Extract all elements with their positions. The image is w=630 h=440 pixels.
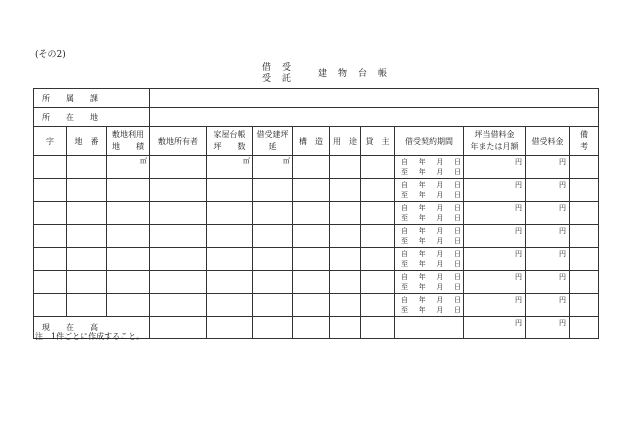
structure-cell[interactable] xyxy=(293,202,330,225)
structure-cell[interactable] xyxy=(293,225,330,248)
site-owner-cell[interactable] xyxy=(150,225,207,248)
lessor-cell[interactable] xyxy=(361,271,395,294)
period-glyph: 年 xyxy=(418,283,426,291)
period-glyph: 日 xyxy=(453,306,461,314)
period-glyph: 日 xyxy=(453,273,461,281)
period-glyph: 年 xyxy=(418,227,426,235)
house-ledger-cell[interactable] xyxy=(207,225,253,248)
yen-unit: 円 xyxy=(515,204,523,212)
period-glyph: 至 xyxy=(401,237,409,245)
period-glyph: 月 xyxy=(436,260,444,268)
footer-cell[interactable] xyxy=(293,317,330,339)
period-glyph: 自 xyxy=(401,204,409,212)
col-header-contract-period: 借受契約期間 xyxy=(395,127,464,156)
chiban-cell[interactable] xyxy=(67,156,107,179)
usage-cell[interactable] xyxy=(330,294,361,317)
contract-period-cell[interactable] xyxy=(395,179,464,202)
chiban-cell[interactable] xyxy=(67,202,107,225)
contract-period-cell[interactable] xyxy=(395,225,464,248)
lessor-cell[interactable] xyxy=(361,225,395,248)
square-meter-unit: ㎡ xyxy=(243,157,251,165)
leased-floor-cell[interactable] xyxy=(253,271,293,294)
aza-cell[interactable] xyxy=(34,179,67,202)
department-label-cell xyxy=(34,89,150,108)
period-glyph: 自 xyxy=(401,158,409,166)
period-from-line xyxy=(401,180,461,190)
period-glyph: 月 xyxy=(436,306,444,314)
table-row xyxy=(34,202,599,225)
period-glyph: 日 xyxy=(453,191,461,199)
period-from-line xyxy=(401,226,461,236)
period-glyph: 年 xyxy=(418,260,426,268)
period-to-line xyxy=(401,236,461,246)
footer-cell[interactable] xyxy=(150,317,207,339)
period-glyph: 年 xyxy=(418,237,426,245)
structure-cell[interactable] xyxy=(293,271,330,294)
rate-cell[interactable] xyxy=(464,225,526,248)
remarks-cell[interactable] xyxy=(570,225,599,248)
period-glyph: 月 xyxy=(436,191,444,199)
usage-cell[interactable] xyxy=(330,202,361,225)
period-glyph: 月 xyxy=(436,227,444,235)
yen-unit: 円 xyxy=(515,227,523,235)
contract-period-cell[interactable] xyxy=(395,156,464,179)
period-glyph: 年 xyxy=(418,250,426,258)
site-owner-cell[interactable] xyxy=(150,271,207,294)
yen-unit: 円 xyxy=(515,158,523,166)
remarks-cell[interactable] xyxy=(570,271,599,294)
site-owner-cell[interactable] xyxy=(150,248,207,271)
usage-cell[interactable] xyxy=(330,179,361,202)
rate-cell[interactable] xyxy=(464,248,526,271)
remarks-cell[interactable] xyxy=(570,156,599,179)
table-row xyxy=(34,156,599,179)
period-glyph: 年 xyxy=(418,181,426,189)
current-total-label: 現 在 高 xyxy=(42,323,98,332)
footnote: 注 1件ごとに作成すること。 xyxy=(35,332,145,341)
leased-floor-cell[interactable] xyxy=(253,248,293,271)
lease-fee-cell[interactable] xyxy=(526,202,570,225)
period-glyph: 月 xyxy=(436,250,444,258)
footer-cell[interactable] xyxy=(207,317,253,339)
lease-fee-cell[interactable] xyxy=(526,179,570,202)
period-to-line xyxy=(401,259,461,269)
yen-unit: 円 xyxy=(515,250,523,258)
yen-unit: 円 xyxy=(515,296,523,304)
period-glyph: 年 xyxy=(418,191,426,199)
period-glyph: 自 xyxy=(401,250,409,258)
remarks-cell[interactable] xyxy=(570,179,599,202)
remarks-cell[interactable] xyxy=(570,202,599,225)
building-register-table xyxy=(33,88,599,339)
structure-cell[interactable] xyxy=(293,294,330,317)
square-meter-unit: ㎡ xyxy=(283,157,291,165)
site-area-cell[interactable] xyxy=(107,156,150,179)
site-owner-cell[interactable] xyxy=(150,179,207,202)
chiban-cell[interactable] xyxy=(67,179,107,202)
table-row xyxy=(34,294,599,317)
house-ledger-cell[interactable] xyxy=(207,202,253,225)
period-glyph: 日 xyxy=(453,260,461,268)
lease-fee-cell[interactable] xyxy=(526,294,570,317)
footer-cell[interactable] xyxy=(361,317,395,339)
period-to-line xyxy=(401,282,461,292)
period-glyph: 日 xyxy=(453,204,461,212)
footer-fee-cell[interactable]: 円 xyxy=(526,317,570,339)
yen-unit: 円 xyxy=(559,158,567,166)
site-area-cell[interactable] xyxy=(107,248,150,271)
site-area-cell[interactable] xyxy=(107,179,150,202)
period-glyph: 至 xyxy=(401,168,409,176)
period-glyph: 月 xyxy=(436,237,444,245)
lease-fee-cell[interactable] xyxy=(526,271,570,294)
period-glyph: 自 xyxy=(401,273,409,281)
period-glyph: 日 xyxy=(453,250,461,258)
period-from-line xyxy=(401,203,461,213)
period-glyph: 至 xyxy=(401,306,409,314)
period-glyph: 年 xyxy=(418,168,426,176)
period-glyph: 至 xyxy=(401,191,409,199)
leased-floor-cell[interactable] xyxy=(253,294,293,317)
table-row xyxy=(34,179,599,202)
site-owner-cell[interactable] xyxy=(150,156,207,179)
house-ledger-cell[interactable] xyxy=(207,248,253,271)
lessor-cell[interactable] xyxy=(361,248,395,271)
period-glyph: 月 xyxy=(436,214,444,222)
lessor-cell[interactable] xyxy=(361,179,395,202)
col-header-lessor: 貸 主 xyxy=(361,127,395,156)
house-ledger-cell[interactable] xyxy=(207,294,253,317)
location-label-cell xyxy=(34,108,150,127)
leased-floor-cell[interactable] xyxy=(253,156,293,179)
period-glyph: 月 xyxy=(436,168,444,176)
lessor-cell[interactable] xyxy=(361,202,395,225)
col-header-site-owner: 敷地所有者 xyxy=(150,127,207,156)
chiban-cell[interactable] xyxy=(67,294,107,317)
yen-unit: 円 xyxy=(559,204,567,212)
structure-cell[interactable] xyxy=(293,179,330,202)
footer-cell[interactable] xyxy=(253,317,293,339)
period-glyph: 自 xyxy=(401,227,409,235)
col-header-chiban: 地 番 xyxy=(67,127,107,156)
period-glyph: 月 xyxy=(436,273,444,281)
col-header-aza: 字 xyxy=(34,127,67,156)
footer-cell[interactable] xyxy=(395,317,464,339)
lessor-cell[interactable] xyxy=(361,156,395,179)
aza-cell[interactable] xyxy=(34,156,67,179)
lease-fee-cell[interactable] xyxy=(526,248,570,271)
period-glyph: 月 xyxy=(436,181,444,189)
aza-cell[interactable] xyxy=(34,271,67,294)
contract-period-cell[interactable] xyxy=(395,248,464,271)
table-row xyxy=(34,225,599,248)
chiban-cell[interactable] xyxy=(67,248,107,271)
aza-cell[interactable] xyxy=(34,202,67,225)
period-from-line xyxy=(401,295,461,305)
house-ledger-cell[interactable] xyxy=(207,271,253,294)
rate-cell[interactable] xyxy=(464,179,526,202)
usage-cell[interactable] xyxy=(330,225,361,248)
period-glyph: 至 xyxy=(401,214,409,222)
period-glyph: 月 xyxy=(436,296,444,304)
leased-floor-cell[interactable] xyxy=(253,179,293,202)
lessor-cell[interactable] xyxy=(361,294,395,317)
period-glyph: 年 xyxy=(418,273,426,281)
usage-cell[interactable] xyxy=(330,156,361,179)
period-glyph: 自 xyxy=(401,296,409,304)
usage-cell[interactable] xyxy=(330,248,361,271)
chiban-cell[interactable] xyxy=(67,225,107,248)
period-from-line xyxy=(401,272,461,282)
period-glyph: 自 xyxy=(401,181,409,189)
rate-cell[interactable] xyxy=(464,271,526,294)
period-glyph: 年 xyxy=(418,296,426,304)
table-row xyxy=(34,271,599,294)
period-glyph: 年 xyxy=(418,158,426,166)
remarks-cell[interactable] xyxy=(570,248,599,271)
yen-unit: 円 xyxy=(559,227,567,235)
col-header-usage: 用 途 xyxy=(330,127,361,156)
period-glyph: 日 xyxy=(453,168,461,176)
col-header-remarks: 備 考 xyxy=(570,127,599,156)
period-glyph: 日 xyxy=(453,158,461,166)
period-glyph: 日 xyxy=(453,283,461,291)
period-to-line xyxy=(401,190,461,200)
period-to-line xyxy=(401,305,461,315)
yen-unit: 円 xyxy=(559,296,567,304)
footer-cell[interactable] xyxy=(570,317,599,339)
rate-cell[interactable] xyxy=(464,156,526,179)
footer-cell[interactable] xyxy=(330,317,361,339)
chiban-cell[interactable] xyxy=(67,271,107,294)
usage-cell[interactable] xyxy=(330,271,361,294)
period-to-line xyxy=(401,167,461,177)
period-glyph: 日 xyxy=(453,181,461,189)
rate-cell[interactable] xyxy=(464,202,526,225)
rate-cell[interactable] xyxy=(464,294,526,317)
period-from-line xyxy=(401,249,461,259)
site-owner-cell[interactable] xyxy=(150,202,207,225)
leased-floor-cell[interactable] xyxy=(253,225,293,248)
period-glyph: 年 xyxy=(418,306,426,314)
col-header-lease-fee: 借受料金 xyxy=(526,127,570,156)
document-title: 建 物 台 帳 xyxy=(318,69,389,79)
location-label: 所 在 地 xyxy=(42,112,98,122)
period-glyph: 月 xyxy=(436,158,444,166)
col-header-structure: 構 造 xyxy=(293,127,330,156)
col-header-site-area: 敷地利用 地 積 xyxy=(107,127,150,156)
lease-fee-cell[interactable] xyxy=(526,156,570,179)
yen-unit: 円 xyxy=(559,250,567,258)
period-glyph: 日 xyxy=(453,227,461,235)
period-glyph: 月 xyxy=(436,283,444,291)
title-line-2: 受 託 xyxy=(262,74,293,84)
footer-rate-cell[interactable]: 円 xyxy=(464,317,526,339)
col-header-leased-floor: 借受建坪 延 xyxy=(253,127,293,156)
period-glyph: 日 xyxy=(453,214,461,222)
site-area-cell[interactable] xyxy=(107,202,150,225)
section-note: (その2) xyxy=(35,50,66,60)
yen-unit: 円 xyxy=(515,181,523,189)
site-area-cell[interactable] xyxy=(107,225,150,248)
contract-period-cell[interactable] xyxy=(395,294,464,317)
period-glyph: 日 xyxy=(453,237,461,245)
remarks-cell[interactable] xyxy=(570,294,599,317)
structure-cell[interactable] xyxy=(293,248,330,271)
period-glyph: 日 xyxy=(453,296,461,304)
contract-period-cell[interactable] xyxy=(395,271,464,294)
house-ledger-cell[interactable] xyxy=(207,156,253,179)
square-meter-unit: ㎡ xyxy=(140,157,148,165)
aza-cell[interactable] xyxy=(34,294,67,317)
table-row xyxy=(34,248,599,271)
location-value-cell[interactable] xyxy=(150,108,599,127)
period-glyph: 年 xyxy=(418,214,426,222)
col-header-rate: 坪当借料金 年または月額 xyxy=(464,127,526,156)
structure-cell[interactable] xyxy=(293,156,330,179)
yen-unit: 円 xyxy=(515,273,523,281)
period-glyph: 至 xyxy=(401,260,409,268)
lease-fee-cell[interactable] xyxy=(526,225,570,248)
yen-unit: 円 xyxy=(559,273,567,281)
house-ledger-cell[interactable] xyxy=(207,179,253,202)
site-owner-cell[interactable] xyxy=(150,294,207,317)
department-value-cell[interactable] xyxy=(150,89,599,108)
contract-period-cell[interactable] xyxy=(395,202,464,225)
period-to-line xyxy=(401,213,461,223)
period-glyph: 至 xyxy=(401,283,409,291)
col-header-house-ledger: 家屋台帳 坪 数 xyxy=(207,127,253,156)
site-area-cell[interactable] xyxy=(107,294,150,317)
column-header-row xyxy=(34,127,599,156)
yen-unit: 円 xyxy=(559,181,567,189)
site-area-cell[interactable] xyxy=(107,271,150,294)
department-label: 所 属 課 xyxy=(42,93,98,103)
period-from-line xyxy=(401,157,461,167)
aza-cell[interactable] xyxy=(34,248,67,271)
leased-floor-cell[interactable] xyxy=(253,202,293,225)
period-glyph: 年 xyxy=(418,204,426,212)
aza-cell[interactable] xyxy=(34,225,67,248)
title-line-1: 借 受 xyxy=(262,63,293,73)
period-glyph: 月 xyxy=(436,204,444,212)
